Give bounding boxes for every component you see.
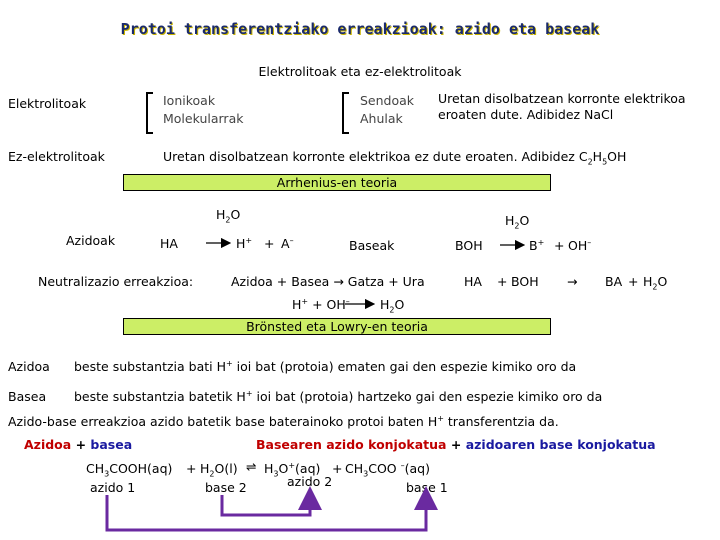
- eq-water: $H_2O(l)$: [200, 461, 238, 479]
- label-azido-2: azido 2: [287, 474, 333, 489]
- h2o-right: $H_2O$: [505, 213, 530, 231]
- sendoak-text: Sendoak: [360, 93, 415, 108]
- baseak-label: Baseak: [349, 238, 395, 253]
- label-base-2: base 2: [205, 480, 247, 495]
- left-heading: Azidoa + basea: [24, 437, 133, 452]
- arrhenius-bar: Arrhenius-en teoria: [123, 174, 551, 191]
- label-base-1: base 1: [406, 480, 448, 495]
- h2o-left: $H_2O$: [216, 207, 241, 225]
- basea-definition: beste substantzia batetik H+ ioi bat (protoia) hartzeko gai den espezie kimiko oro da: [74, 389, 603, 405]
- a-minus-ion: A–: [281, 236, 294, 252]
- ha-formula: HA: [160, 236, 178, 251]
- bronsted-bar: Brönsted eta Lowry-en teoria: [123, 318, 551, 335]
- arrow-pair-inner: [222, 495, 310, 515]
- eq-equilibrium-arrow: ⇌: [246, 459, 257, 474]
- right-heading: Basearen azido konjokatua + azidoaren base konjokatua: [256, 437, 656, 452]
- neutral-equation: Azidoa + Basea → Gatza + Ura: [231, 274, 425, 289]
- reaction-definition: Azido-base erreakzioa azido batetik base baterainoko protoi baten H+ transferentzia da.: [8, 414, 559, 430]
- oh-minus-ion: OH–: [568, 238, 592, 254]
- neutral-label: Neutralizazio erreakzioa:: [38, 274, 194, 289]
- plus-sign-2: +: [554, 238, 565, 253]
- water-product: $H_2O$: [380, 297, 405, 315]
- electrolytes-heading: Elektrolitoak eta ez-elektrolitoak: [258, 64, 462, 79]
- boh-formula: BOH: [455, 238, 483, 253]
- eq-acetate: $CH_3COO$ –(aq): [345, 461, 430, 479]
- ionikoak-text: Ionikoak: [163, 93, 216, 108]
- azidoa-definition: beste substantzia bati H+ ioi bat (protoia) ematen gai den espezie kimiko oro da: [74, 359, 577, 375]
- uretan-line2: eroaten dute. Adibidez NaCl: [438, 107, 614, 122]
- ez-elektrolitoak-text: Uretan disolbatzean korronte elektrikoa ez dute eroaten. Adibidez $C_2H_5OH$: [163, 149, 627, 167]
- azidoak-label: Azidoak: [66, 233, 116, 248]
- neutral-boh: BOH: [511, 274, 539, 289]
- ez-elektrolitoak-label: Ez-elektrolitoak: [8, 149, 105, 164]
- eq-plus-1: +: [186, 461, 197, 476]
- eq-hydronium: $H_3O^+(aq)$: [264, 461, 321, 479]
- arrow-pair-outer: [107, 495, 426, 530]
- ahulak-text: Ahulak: [360, 111, 403, 126]
- neutral-h2o: $H_2O$: [643, 274, 668, 292]
- molekularrak-text: Molekularrak: [163, 111, 244, 126]
- eq-plus-2: +: [332, 461, 343, 476]
- neutral-arrow: →: [567, 274, 578, 289]
- basea-label: Basea: [8, 389, 47, 404]
- azidoa-label: Azidoa: [8, 359, 50, 374]
- neutral-plus1: +: [497, 274, 508, 289]
- b-plus-ion: B+: [529, 238, 545, 254]
- neutral-ha: HA: [464, 274, 482, 289]
- uretan-line1: Uretan disolbatzean korronte elektrikoa: [438, 91, 686, 106]
- elektrolitoak-label: Elektrolitoak: [8, 96, 87, 111]
- label-azido-1: azido 1: [90, 480, 136, 495]
- h-plus-ion: H+: [236, 236, 253, 252]
- plus-sign-1: +: [264, 236, 275, 251]
- neutral-ba: BA: [605, 274, 623, 289]
- neutral-plus2: +: [628, 274, 639, 289]
- water-reaction: H+ + OH–: [292, 297, 350, 313]
- page-title: Protoi transferentziako erreakzioak: azido eta baseak: [120, 20, 600, 38]
- eq-acetic-acid: $CH_3COOH(aq)$: [86, 461, 173, 479]
